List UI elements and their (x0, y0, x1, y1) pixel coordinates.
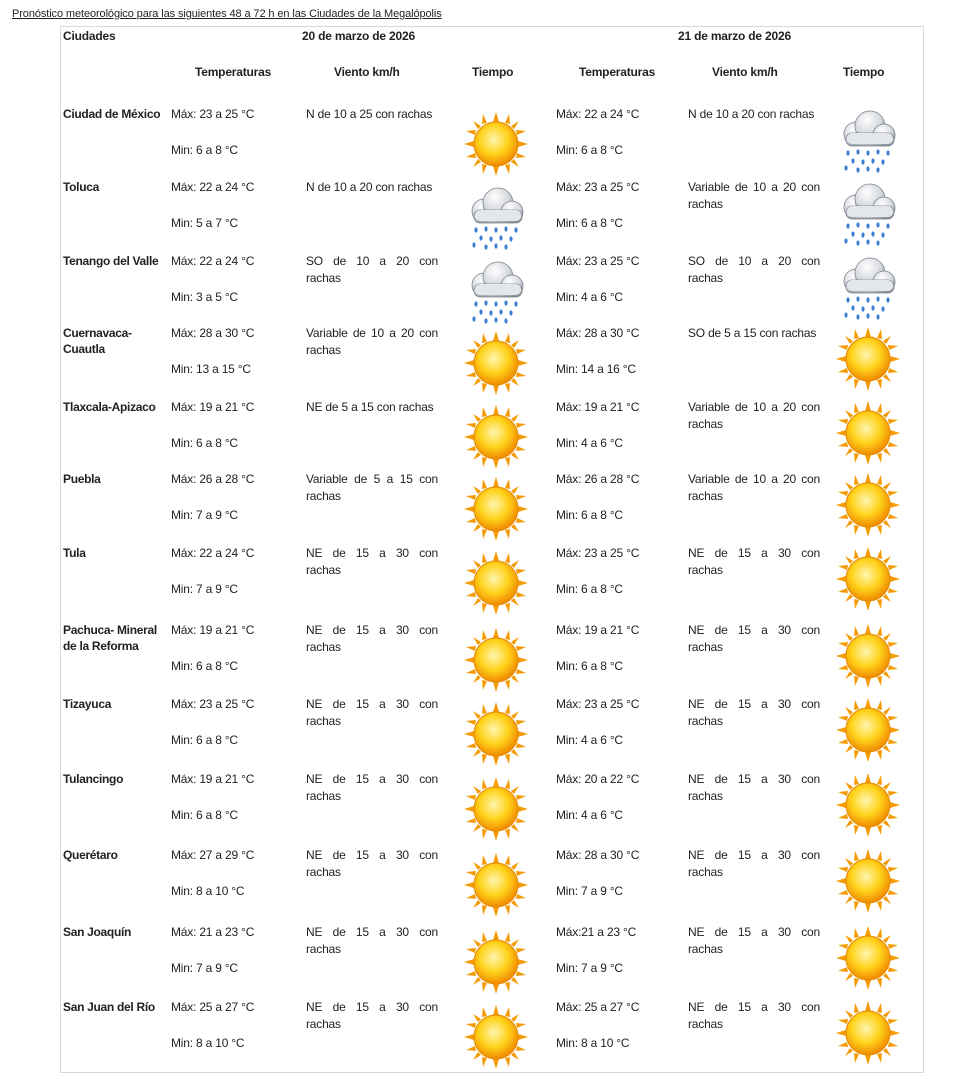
sun-icon (834, 771, 902, 839)
header-day2-date: 21 de marzo de 2026 (678, 29, 791, 43)
day1-min-temp: Min: 13 a 15 °C (171, 362, 251, 376)
day1-min-temp: Min: 5 a 7 °C (171, 216, 238, 230)
city-name: Ciudad de México (63, 107, 161, 121)
city-name: San Joaquín (63, 925, 132, 939)
page-title: Pronóstico meteorológico para las siguientes 48 a 72 h en las Ciudades de la Megalópolis (12, 8, 442, 20)
day1-min-temp: Min: 6 a 8 °C (171, 659, 238, 673)
day1-wind: N de 10 a 20 con rachas (306, 180, 433, 194)
day2-max-temp: Máx: 19 a 21 °C (556, 623, 640, 637)
day1-wind: Variable de 5 a 15 con rachas (306, 472, 438, 503)
city-name: Querétaro (63, 848, 118, 862)
city-name: Tula (63, 546, 86, 560)
sun-icon (462, 549, 530, 617)
day1-min-temp: Min: 7 a 9 °C (171, 961, 238, 975)
day1-wind: Variable de 10 a 20 con rachas (306, 326, 438, 357)
day2-min-temp: Min: 6 a 8 °C (556, 582, 623, 596)
header-day2-weather: Tiempo (843, 65, 885, 79)
day2-wind: SO de 10 a 20 con rachas (688, 254, 820, 285)
day1-wind: NE de 15 a 30 con rachas (306, 546, 438, 577)
table-row (0, 622, 980, 696)
day1-max-temp: Máx: 22 a 24 °C (171, 546, 255, 560)
sun-icon (462, 928, 530, 996)
sun-icon (834, 999, 902, 1067)
day1-wind: NE de 15 a 30 con rachas (306, 697, 438, 728)
rain-cloud-icon (834, 106, 902, 174)
city-name: Cuernavaca-Cuautla (63, 326, 132, 356)
sun-icon (462, 851, 530, 919)
day1-max-temp: Máx: 19 a 21 °C (171, 400, 255, 414)
day1-wind: NE de 15 a 30 con rachas (306, 848, 438, 879)
sun-icon (834, 924, 902, 992)
city-name: Tulancingo (63, 772, 124, 786)
day2-wind: NE de 15 a 30 con rachas (688, 623, 820, 654)
table-row (0, 179, 980, 253)
day2-wind: NE de 15 a 30 con rachas (688, 1000, 820, 1031)
day2-wind: Variable de 10 a 20 con rachas (688, 180, 820, 211)
day1-max-temp: Máx: 21 a 23 °C (171, 925, 255, 939)
day2-max-temp: Máx: 25 a 27 °C (556, 1000, 640, 1014)
table-row (0, 924, 980, 998)
sun-icon (834, 847, 902, 915)
day2-wind: NE de 15 a 30 con rachas (688, 697, 820, 728)
sun-icon (834, 325, 902, 393)
day1-wind: SO de 10 a 20 con rachas (306, 254, 438, 285)
day1-wind: NE de 15 a 30 con rachas (306, 1000, 438, 1031)
day2-wind: NE de 15 a 30 con rachas (688, 848, 820, 879)
day2-min-temp: Min: 6 a 8 °C (556, 216, 623, 230)
table-row (0, 545, 980, 619)
day1-min-temp: Min: 6 a 8 °C (171, 143, 238, 157)
day2-min-temp: Min: 8 a 10 °C (556, 1036, 630, 1050)
day2-max-temp: Máx: 23 a 25 °C (556, 546, 640, 560)
header-day1-temperatures: Temperaturas (195, 65, 272, 79)
city-name: Tenango del Valle (63, 254, 159, 268)
day2-wind: NE de 15 a 30 con rachas (688, 546, 820, 577)
day1-min-temp: Min: 6 a 8 °C (171, 733, 238, 747)
day1-max-temp: Máx: 22 a 24 °C (171, 254, 255, 268)
sun-icon (834, 471, 902, 539)
day1-wind: NE de 15 a 30 con rachas (306, 925, 438, 956)
day1-max-temp: Máx: 27 a 29 °C (171, 848, 255, 862)
city-name: Toluca (63, 180, 99, 194)
table-row (0, 999, 980, 1073)
day2-max-temp: Máx: 26 a 28 °C (556, 472, 640, 486)
day2-max-temp: Máx: 28 a 30 °C (556, 848, 640, 862)
day2-min-temp: Min: 6 a 8 °C (556, 508, 623, 522)
city-name: Tizayuca (63, 697, 112, 711)
day1-max-temp: Máx: 28 a 30 °C (171, 326, 255, 340)
day1-min-temp: Min: 3 a 5 °C (171, 290, 238, 304)
day2-max-temp: Máx: 20 a 22 °C (556, 772, 640, 786)
day1-max-temp: Máx: 26 a 28 °C (171, 472, 255, 486)
day2-max-temp: Máx: 28 a 30 °C (556, 326, 640, 340)
table-row (0, 847, 980, 921)
sun-icon (834, 696, 902, 764)
sun-icon (462, 700, 530, 768)
day2-min-temp: Min: 4 a 6 °C (556, 290, 623, 304)
sun-icon (462, 775, 530, 843)
table-row (0, 253, 980, 327)
day2-min-temp: Min: 4 a 6 °C (556, 436, 623, 450)
city-name: Puebla (63, 472, 101, 486)
city-name: Pachuca- Mineral de la Reforma (63, 623, 157, 653)
sun-icon (834, 545, 902, 613)
day2-max-temp: Máx: 23 a 25 °C (556, 180, 640, 194)
day2-max-temp: Máx: 19 a 21 °C (556, 400, 640, 414)
day1-min-temp: Min: 7 a 9 °C (171, 582, 238, 596)
header-day2-temperatures: Temperaturas (579, 65, 656, 79)
day2-max-temp: Máx: 22 a 24 °C (556, 107, 640, 121)
day2-max-temp: Máx: 23 a 25 °C (556, 254, 640, 268)
day1-wind: NE de 15 a 30 con rachas (306, 772, 438, 803)
day1-max-temp: Máx: 19 a 21 °C (171, 772, 255, 786)
day2-max-temp: Máx: 23 a 25 °C (556, 697, 640, 711)
day1-wind: NE de 5 a 15 con rachas (306, 400, 434, 414)
day2-min-temp: Min: 4 a 6 °C (556, 808, 623, 822)
sun-icon (834, 399, 902, 467)
day2-wind: SO de 5 a 15 con rachas (688, 326, 817, 340)
day1-wind: NE de 15 a 30 con rachas (306, 623, 438, 654)
day1-min-temp: Min: 8 a 10 °C (171, 1036, 245, 1050)
day1-max-temp: Máx: 19 a 21 °C (171, 623, 255, 637)
sun-icon (462, 329, 530, 397)
table-row (0, 399, 980, 473)
day1-min-temp: Min: 6 a 8 °C (171, 808, 238, 822)
day1-max-temp: Máx: 23 a 25 °C (171, 107, 255, 121)
day1-min-temp: Min: 8 a 10 °C (171, 884, 245, 898)
table-row (0, 106, 980, 180)
day1-min-temp: Min: 7 a 9 °C (171, 508, 238, 522)
rain-cloud-icon (834, 179, 902, 247)
table-row (0, 696, 980, 770)
sun-icon (462, 110, 530, 178)
day2-wind: NE de 15 a 30 con rachas (688, 772, 820, 803)
header-day1-wind: Viento km/h (334, 65, 400, 79)
table-row (0, 325, 980, 399)
day1-max-temp: Máx: 25 a 27 °C (171, 1000, 255, 1014)
day1-max-temp: Máx: 22 a 24 °C (171, 180, 255, 194)
sun-icon (462, 626, 530, 694)
day2-min-temp: Min: 7 a 9 °C (556, 884, 623, 898)
day1-wind: N de 10 a 25 con rachas (306, 107, 433, 121)
day2-wind: Variable de 10 a 20 con rachas (688, 472, 820, 503)
day1-max-temp: Máx: 23 a 25 °C (171, 697, 255, 711)
header-day1-weather: Tiempo (472, 65, 514, 79)
day2-wind: Variable de 10 a 20 con rachas (688, 400, 820, 431)
table-row (0, 771, 980, 845)
day2-min-temp: Min: 6 a 8 °C (556, 659, 623, 673)
day2-wind: NE de 15 a 30 con rachas (688, 925, 820, 956)
sun-icon (462, 403, 530, 471)
header-day2-wind: Viento km/h (712, 65, 778, 79)
day2-min-temp: Min: 6 a 8 °C (556, 143, 623, 157)
city-name: San Juan del Río (63, 1000, 155, 1014)
day2-min-temp: Min: 4 a 6 °C (556, 733, 623, 747)
city-name: Tlaxcala-Apizaco (63, 400, 156, 414)
rain-cloud-icon (462, 183, 530, 251)
header-day1-date: 20 de marzo de 2026 (302, 29, 415, 43)
day2-wind: N de 10 a 20 con rachas (688, 107, 815, 121)
sun-icon (462, 475, 530, 543)
sun-icon (834, 622, 902, 690)
day2-min-temp: Min: 7 a 9 °C (556, 961, 623, 975)
day1-min-temp: Min: 6 a 8 °C (171, 436, 238, 450)
day2-max-temp: Máx:21 a 23 °C (556, 925, 637, 939)
sun-icon (462, 1003, 530, 1071)
rain-cloud-icon (462, 257, 530, 325)
header-cities: Ciudades (63, 29, 116, 43)
day2-min-temp: Min: 14 a 16 °C (556, 362, 636, 376)
table-row (0, 471, 980, 545)
rain-cloud-icon (834, 253, 902, 321)
